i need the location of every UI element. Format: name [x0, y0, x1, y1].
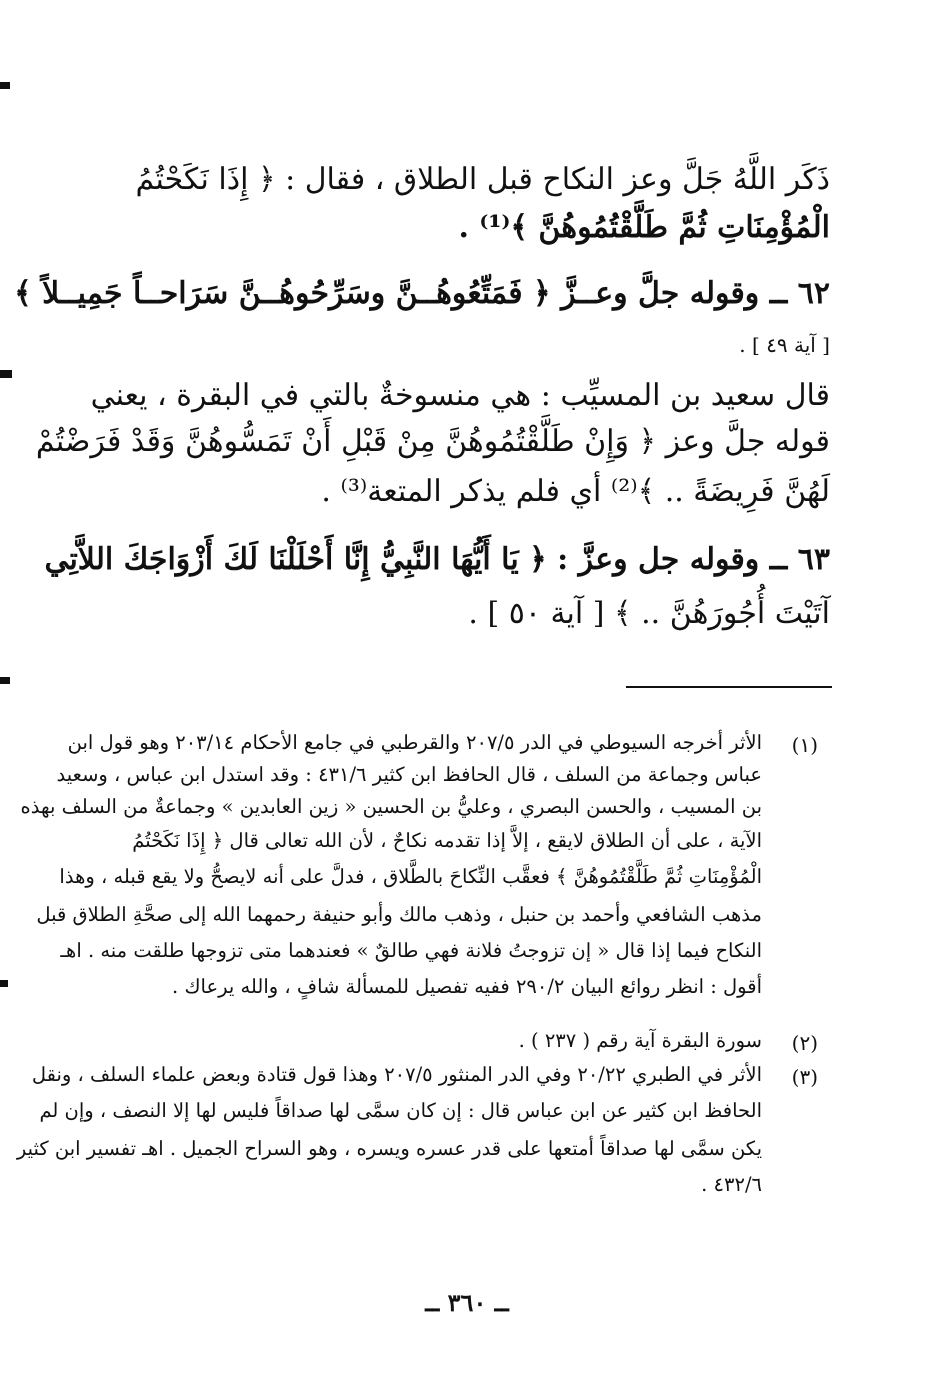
footnote-line: الْمُؤْمِنَاتِ ثُمَّ طَلَّقْتُمُوهُنَّ ﴾ فعقَّب النِّكاحَ بالطَّلاق ، فدلَّ على أنه لايصحُّ ولا يقع قبله ، وهذا — [59, 865, 762, 888]
verse-reference: [ آية ٤٩ ] . — [739, 333, 830, 357]
footnote-line: النكاح فيما إذا قال « إن تزوجتُ فلانة فهي طالقٌ » فعندهما متى تزوجها طلقت منه . اهـ — [60, 939, 762, 962]
footnote-line: أقول : انظر روائع البيان ٢٩٠/٢ ففيه تفصيل للمسألة شافٍ ، والله يرعاك . — [172, 975, 762, 998]
footnote-line: بن المسيب ، والحسن البصري ، وعليُّ بن الحسين « زين العابدين » وجماعةٌ من السلف بهذه — [20, 795, 762, 818]
footnote-line: الأثر أخرجه السيوطي في الدر ٢٠٧/٥ والقرطبي في جامع الأحكام ٢٠٣/١٤ وهو قول ابن — [67, 731, 762, 754]
footnote-line: سورة البقرة آية رقم ( ٢٣٧ ) . — [518, 1029, 762, 1052]
text-line: قال سعيد بن المسيِّب : هي منسوخةٌ بالتي في البقرة ، يعني — [90, 378, 830, 413]
footnote-number: (٣) — [791, 1065, 818, 1089]
footnote-number: (٢) — [791, 1031, 818, 1055]
footnote-number: (١) — [791, 733, 818, 757]
footnote-line: الحافظ ابن كثير عن ابن عباس قال : إن كان سمَّى لها صداقاً فليس لها إلا النصف ، وإن لم — [39, 1099, 762, 1122]
text-line: لَهُنَّ فَرِيضَةً .. ﴾⁽²⁾ أي فلم يذكر المتعة⁽³⁾ . — [321, 474, 830, 509]
text-line: ذَكَر اللَّهُ جَلَّ وعز النكاح قبل الطلاق ، فقال : ﴿ إِذَا نَكَحْتُمُ — [135, 162, 830, 197]
page-number: ــ ٣٦٠ ــ — [425, 1288, 509, 1317]
footnote-line: الآية ، على أن الطلاق لايقع ، إلاَّ إذا تقدمه نكاحٌ ، لأن الله تعالى قال ﴿ إِذَا نَكَحْتُمُ — [132, 829, 762, 852]
margin-mark — [0, 980, 8, 987]
text-line: قوله جلَّ وعز ﴿ وَإِنْ طَلَّقْتُمُوهُنَّ مِنْ قَبْلِ أَنْ تَمَسُّوهُنَّ وَقَدْ فَرَضْتُمْ — [35, 424, 830, 459]
footnote-line: الأثر في الطبري ٢٠/٢٢ وفي الدر المنثور ٢٠٧/٥ وهذا قول قتادة وبعض علماء السلف ، ونقل — [31, 1063, 762, 1086]
verse-heading-63: ٦٣ ــ وقوله جل وعزَّ : ﴿ يَا أَيُّهَا النَّبِيُّ إِنَّا أَحْلَلْنَا لَكَ أَزْوَاجَكَ اللاَّتِي — [44, 542, 830, 577]
footnote-line: يكن سمَّى لها صداقاً أمتعها على قدر عسره ويسره ، وهو السراح الجميل . اهـ تفسير ابن كثير — [16, 1137, 762, 1160]
text-line: آتَيْتَ أُجُورَهُنَّ .. ﴾ [ آية ٥٠ ] . — [468, 596, 830, 631]
footnote-line: عباس وجماعة من السلف ، قال الحافظ ابن كثير ٤٣١/٦ : وقد استدل ابن عباس ، وسعيد — [56, 763, 762, 786]
footnote-line: ٤٣٢/٦ . — [701, 1173, 762, 1196]
margin-mark — [0, 370, 12, 378]
margin-mark — [0, 82, 10, 89]
margin-mark — [0, 677, 10, 684]
footnote-divider — [626, 686, 832, 688]
text-line: الْمُؤْمِنَاتِ ثُمَّ طَلَّقْتُمُوهُنَّ ﴾⁽¹⁾ . — [458, 210, 830, 245]
verse-heading-62: ٦٢ ــ وقوله جلَّ وعــزَّ ﴿ فَمَتِّعُوهُــنَّ وسَرِّحُوهُــنَّ سَرَاحــاً جَمِيــلاً ﴾ — [14, 276, 830, 311]
footnote-line: مذهب الشافعي وأحمد بن حنبل ، وذهب مالك وأبو حنيفة رحمهما الله إلى صحَّةِ الطلاق قبل — [36, 903, 762, 926]
